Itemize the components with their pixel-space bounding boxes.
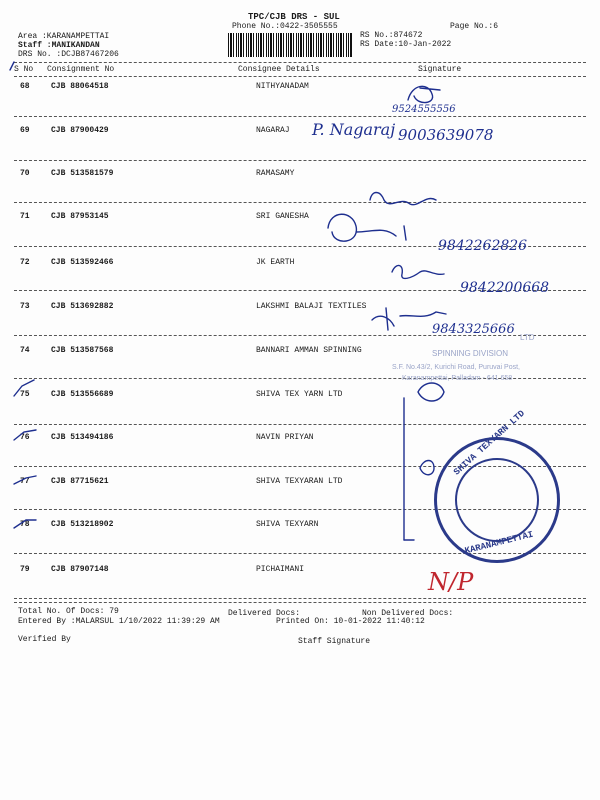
row-consignment: CJB 513494186	[51, 433, 114, 442]
stamp-company-name: SHIVA TEXYARN LTD	[452, 408, 527, 478]
hw-phone-69: 9003639078	[398, 126, 494, 144]
report-title: TPC/CJB DRS - SUL	[248, 12, 340, 22]
col-signature: Signature	[418, 65, 462, 74]
row-sno: 79	[20, 565, 30, 574]
col-consignment: Consignment No	[47, 65, 115, 74]
col-consignee: Consignee Details	[238, 65, 320, 74]
non-delivered-docs: Non Delivered Docs:	[362, 609, 454, 618]
staff-label: Staff :MANIKANDAN	[18, 41, 100, 50]
total-docs: Total No. Of Docs: 79	[18, 607, 119, 616]
row-consignment: CJB 87900429	[51, 126, 109, 135]
col-sno: S No	[14, 65, 34, 74]
faint-stamp-line2: SPINNING DIVISION	[432, 349, 509, 358]
company-stamp-inner-ring	[455, 458, 539, 542]
hw-phone-68: 9524555556	[392, 104, 456, 115]
row-consignment: CJB 513218902	[51, 520, 114, 529]
hw-phone-71: 9842262826	[438, 238, 528, 254]
verified-by: Verified By	[18, 635, 71, 644]
row-consignee: LAKSHMI BALAJI TEXTILES	[256, 302, 367, 311]
row-sno: 70	[20, 169, 30, 178]
faint-stamp-line1: LTD	[520, 333, 535, 342]
hw-not-present-79: N/P	[428, 568, 474, 596]
row-consignment: CJB 513692882	[51, 302, 114, 311]
row-consignment: CJB 87715621	[51, 477, 109, 486]
row-consignment: CJB 87907148	[51, 565, 109, 574]
row-consignee: SHIVA TEX YARN LTD	[256, 390, 343, 399]
row-sno: 68	[20, 82, 30, 91]
row-consignment: CJB 513556689	[51, 390, 114, 399]
row-consignee: RAMASAMY	[256, 169, 295, 178]
row-sno: 72	[20, 258, 30, 267]
row-consignment: CJB 513587568	[51, 346, 114, 355]
row-sno: 78	[20, 520, 30, 529]
phone-number: Phone No.:0422-3505555	[232, 22, 338, 31]
row-consignee: JK EARTH	[256, 258, 295, 267]
entered-by: Entered By :MALARSUL 1/10/2022 11:39:29 AM	[18, 617, 220, 626]
row-consignment: CJB 513581579	[51, 169, 114, 178]
stamp-location: KARANAMPETTAI	[463, 529, 535, 557]
row-sno: 73	[20, 302, 30, 311]
row-consignee: SHIVA TEXYARN	[256, 520, 319, 529]
hw-phone-72: 9842200668	[460, 280, 550, 296]
row-consignee: BANNARI AMMAN SPINNING	[256, 346, 362, 355]
hw-name-69: P. Nagaraj	[312, 120, 396, 139]
row-sno: 71	[20, 212, 30, 221]
row-consignee: PICHAIMANI	[256, 565, 305, 574]
area-label: Area :KARANAMPETTAI	[18, 32, 110, 41]
row-consignee: SHIVA TEXYARAN LTD	[256, 477, 343, 486]
row-sno: 74	[20, 346, 30, 355]
delivered-docs: Delivered Docs:	[228, 609, 301, 618]
hw-phone-73: 9843325666	[432, 322, 515, 337]
row-consignment: CJB 87953145	[51, 212, 109, 221]
row-consignment: CJB 513592466	[51, 258, 114, 267]
row-sno: 69	[20, 126, 30, 135]
printed-on: Printed On: 10-01-2022 11:40:12	[276, 617, 425, 626]
rs-date: RS Date:10-Jan-2022	[360, 40, 452, 49]
row-consignee: NITHYANADAM	[256, 82, 309, 91]
drs-number: DRS No. :DCJB87467206	[18, 50, 119, 59]
row-consignment: CJB 88064518	[51, 82, 109, 91]
row-sno: 76	[20, 433, 30, 442]
page-number: Page No.:6	[450, 22, 499, 31]
row-consignee: NAVIN PRIYAN	[256, 433, 314, 442]
row-sno: 75	[20, 390, 30, 399]
row-consignee: NAGARAJ	[256, 126, 290, 135]
faint-stamp-line3: S.F. No.43/2, Kurichi Road, Puruvai Post,	[392, 364, 521, 371]
staff-signature-label: Staff Signature	[298, 637, 371, 646]
row-consignee: SRI GANESHA	[256, 212, 309, 221]
faint-stamp-line4: Karanampettai, Palladam - 641 658	[402, 375, 513, 382]
row-sno: 77	[20, 477, 30, 486]
footer-divider	[14, 602, 586, 603]
rs-number: RS No.:874672	[360, 31, 423, 40]
